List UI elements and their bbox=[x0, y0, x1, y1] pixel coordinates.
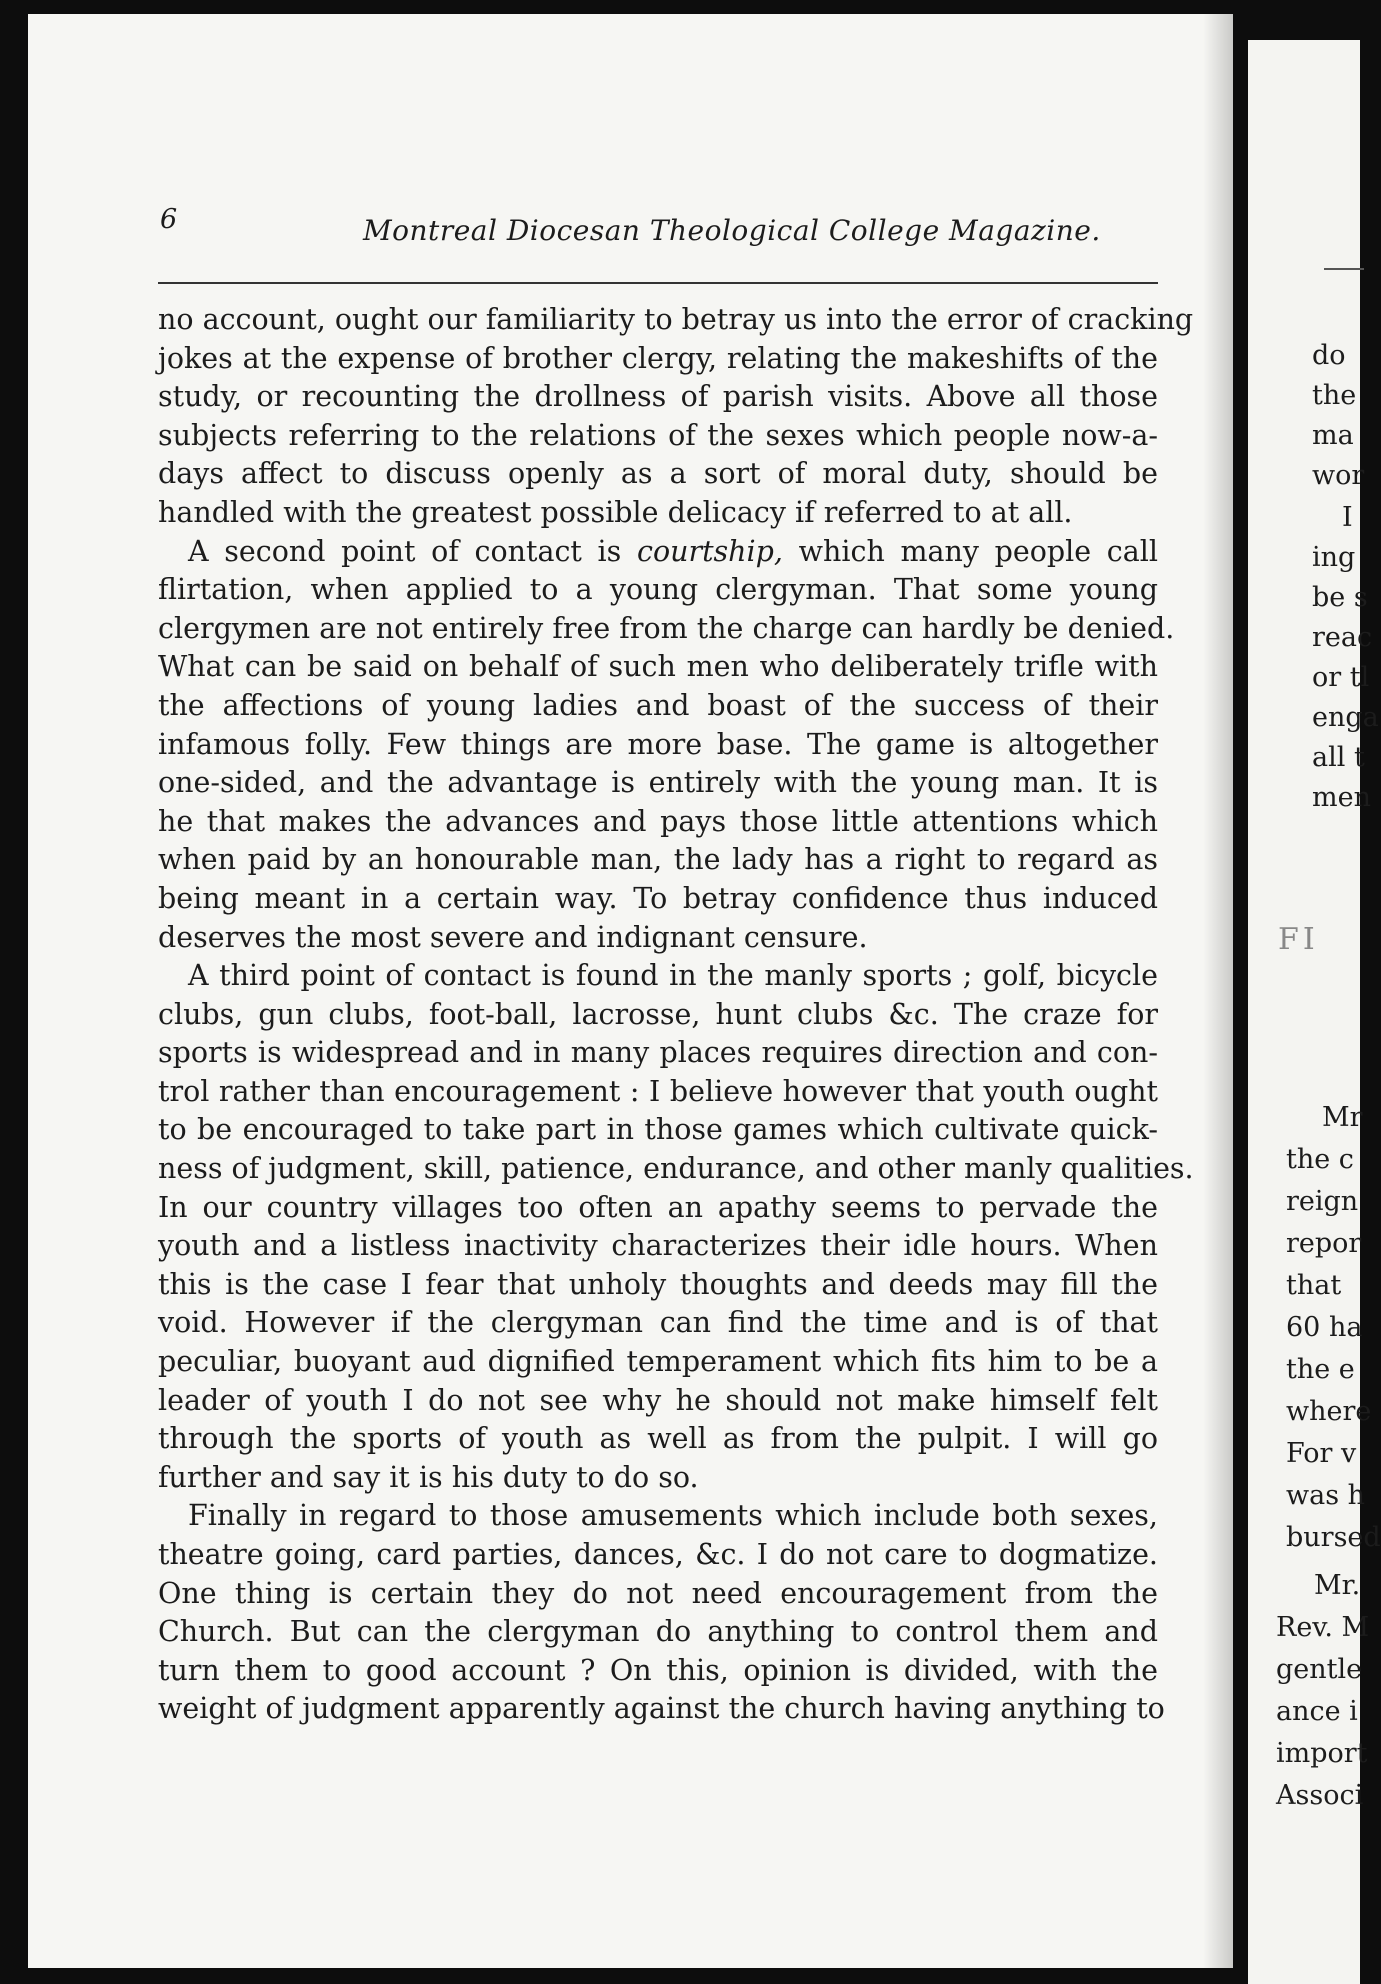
text-fragment: the e bbox=[1286, 1354, 1355, 1385]
text-line: What can be said on behalf of such men who deliberately trifle with bbox=[158, 650, 1158, 684]
text-fragment: repor bbox=[1286, 1228, 1362, 1259]
page-number: 6 bbox=[160, 204, 178, 235]
text-fragment: ing bbox=[1312, 542, 1356, 573]
text-fragment: ance i bbox=[1276, 1696, 1358, 1727]
text-line: through the sports of youth as well as from the pulpit. I will go bbox=[158, 1422, 1158, 1456]
running-title: Montreal Diocesan Theological College Magazine. bbox=[363, 214, 1101, 247]
text-line: he that makes the advances and pays those little attentions which bbox=[158, 804, 1158, 838]
text-fragment: be s bbox=[1312, 582, 1368, 613]
text-line: handled with the greatest possible delicacy if referred to at all. bbox=[158, 495, 1073, 529]
text-fragment: wor bbox=[1312, 460, 1365, 491]
text-line: peculiar, buoyant aud dignified temperament which fits him to be a bbox=[158, 1345, 1158, 1379]
text-line: Church. But can the clergyman do anything to control them and bbox=[158, 1615, 1158, 1649]
text-line: one-sided, and the advantage is entirely with the young man. It is bbox=[158, 766, 1158, 800]
header-rule bbox=[1324, 268, 1364, 270]
text-line: A third point of contact is found in the manly sports ; golf, bicycle bbox=[188, 959, 1158, 993]
text-fragment: I bbox=[1342, 502, 1353, 533]
text-line: study, or recounting the drollness of parish visits. Above all those bbox=[158, 380, 1158, 414]
text-fragment: the bbox=[1312, 380, 1357, 411]
text-line: leader of youth I do not see why he should not make himself felt bbox=[158, 1383, 1158, 1417]
text-line: One thing is certain they do not need encouragement from the bbox=[158, 1576, 1158, 1610]
text-fragment: 60 ha bbox=[1286, 1312, 1363, 1343]
text-fragment: For v bbox=[1286, 1438, 1357, 1469]
text-line: no account, ought our familiarity to betray us into the error of cracking bbox=[158, 303, 1194, 336]
text-fragment: where bbox=[1286, 1396, 1372, 1427]
text-fragment: import bbox=[1276, 1738, 1368, 1769]
text-line: infamous folly. Few things are more base. The game is altogether bbox=[158, 727, 1158, 761]
text-line: days affect to discuss openly as a sort of moral duty, should be bbox=[158, 457, 1158, 491]
text-fragment: was h bbox=[1286, 1480, 1366, 1511]
gutter-shadow bbox=[1203, 14, 1233, 1968]
text-line: flirtation, when applied to a young clergyman. That some young bbox=[158, 573, 1158, 607]
text-line: turn them to good account ? On this, opinion is divided, with the bbox=[158, 1653, 1158, 1687]
text-line: void. However if the clergyman can find the time and is of that bbox=[158, 1306, 1158, 1340]
text-line: subjects referring to the relations of the sexes which people now-a- bbox=[158, 418, 1158, 452]
text-fragment: gentle bbox=[1276, 1654, 1363, 1685]
text-line: clergymen are not entirely free from the charge can hardly be denied. bbox=[158, 611, 1175, 645]
text-line: further and say it is his duty to do so. bbox=[158, 1460, 699, 1494]
text-line: when paid by an honourable man, the lady has a right to regard as bbox=[158, 843, 1158, 877]
emphasis-courtship: courtship, bbox=[636, 534, 783, 568]
text-segment: A second point of contact is bbox=[188, 534, 637, 568]
right-page bbox=[1248, 40, 1381, 1984]
text-fragment: ma bbox=[1312, 420, 1354, 451]
text-line: ness of judgment, skill, patience, endurance, and other manly qualities. bbox=[158, 1152, 1194, 1186]
text-line: In our country villages too often an apathy seems to pervade the bbox=[158, 1190, 1158, 1224]
text-line: sports is widespread and in many places requires direction and con- bbox=[158, 1036, 1158, 1070]
text-fragment: do bbox=[1312, 340, 1346, 371]
left-page bbox=[28, 14, 1233, 1968]
text-line: deserves the most severe and indignant censure. bbox=[158, 920, 868, 954]
text-fragment: bursed bbox=[1286, 1522, 1381, 1553]
text-line: clubs, gun clubs, foot-ball, lacrosse, hunt clubs &c. The craze for bbox=[158, 997, 1158, 1031]
paragraph-first-line bbox=[158, 533, 1158, 572]
text-line: jokes at the expense of brother clergy, relating the makeshifts of the bbox=[158, 341, 1158, 375]
text-fragment: Mr. bbox=[1314, 1570, 1361, 1601]
text-fragment: Associ bbox=[1276, 1780, 1364, 1811]
text-fragment: Mr bbox=[1322, 1102, 1363, 1133]
text-line: Finally in regard to those amusements which include both sexes, bbox=[188, 1499, 1158, 1533]
text-line: being meant in a certain way. To betray confidence thus induced bbox=[158, 881, 1158, 915]
text-fragment: enga bbox=[1312, 702, 1379, 733]
text-fragment: reac bbox=[1312, 622, 1373, 653]
text-fragment: that bbox=[1286, 1270, 1342, 1301]
text-fragment: reign bbox=[1286, 1186, 1359, 1217]
text-fragment: or tl bbox=[1312, 662, 1370, 693]
text-segment: which many people call bbox=[782, 534, 1158, 568]
text-line: theatre going, card parties, dances, &c. I do not care to dogmatize. bbox=[158, 1538, 1158, 1571]
text-line: this is the case I fear that unholy thoughts and deeds may fill the bbox=[158, 1267, 1158, 1301]
text-fragment: men bbox=[1312, 782, 1371, 813]
text-fragment: the c bbox=[1286, 1144, 1354, 1175]
header-rule bbox=[158, 282, 1158, 284]
text-line: to be encouraged to take part in those games which cultivate quick- bbox=[158, 1113, 1158, 1147]
text-line: weight of judgment apparently against the church having anything to bbox=[158, 1692, 1165, 1726]
text-line: youth and a listless inactivity characterizes their idle hours. When bbox=[158, 1229, 1158, 1263]
body-text bbox=[158, 301, 1194, 1729]
text-fragment: Rev. M bbox=[1276, 1612, 1370, 1643]
section-heading-fragment: FI bbox=[1278, 922, 1319, 957]
text-fragment: all t bbox=[1312, 742, 1365, 773]
text-line: trol rather than encouragement : I believe however that youth ought bbox=[158, 1074, 1158, 1108]
text-line: the affections of young ladies and boast of the success of their bbox=[158, 688, 1158, 722]
